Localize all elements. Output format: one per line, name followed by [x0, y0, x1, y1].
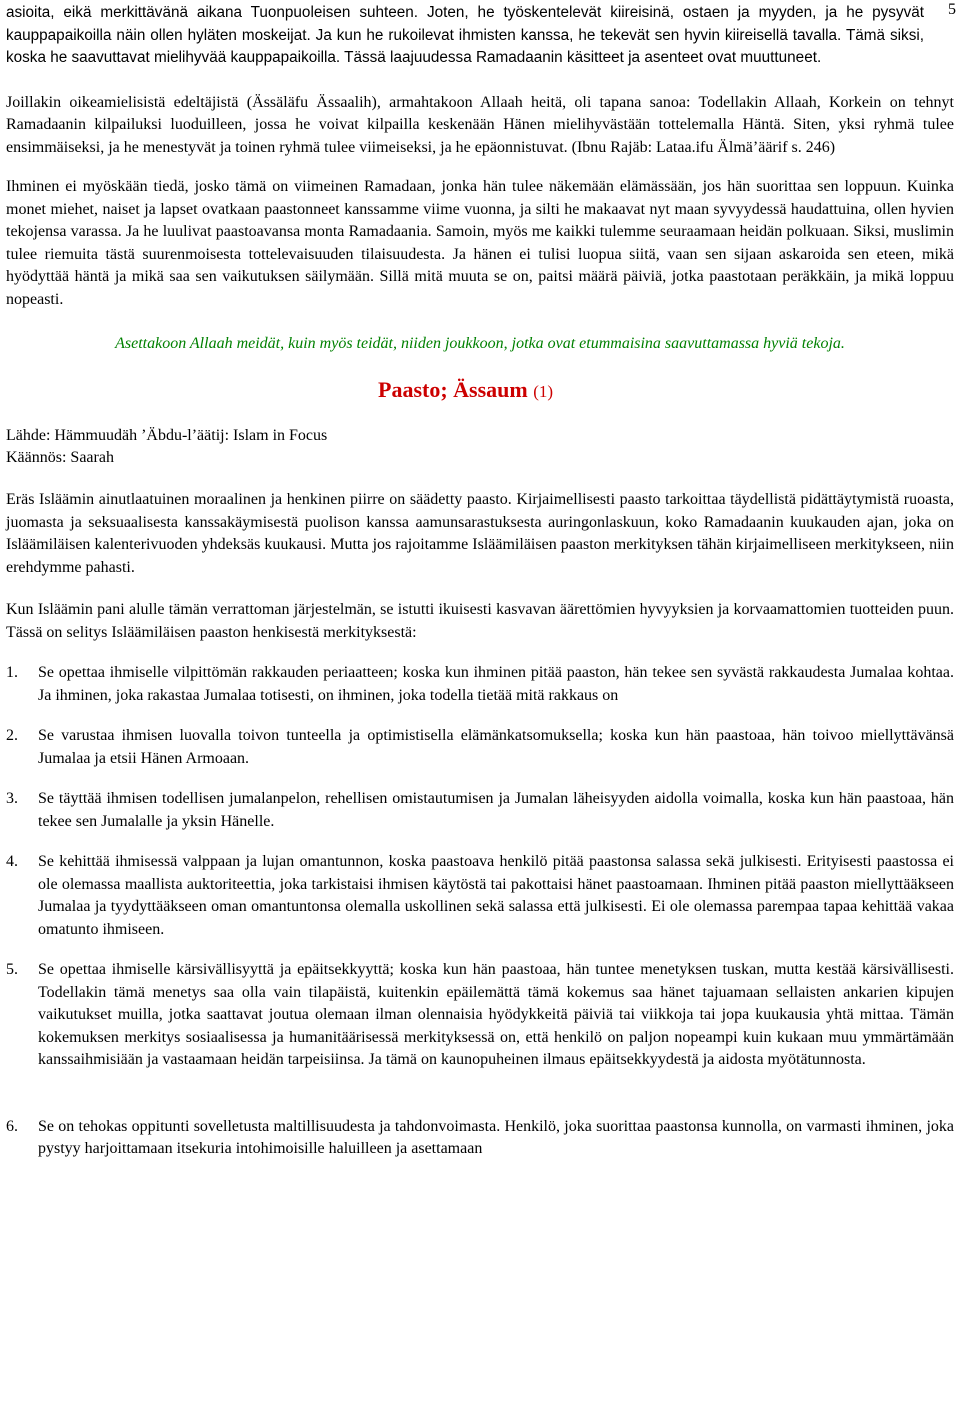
section-header — [6, 375, 954, 471]
source-line: Lähde: Hämmuudäh ’Äbdu-l’äätij: Islam in Focus — [6, 427, 328, 444]
paragraph-salaf-quote: Joillakin oikeamielisistä edeltäjistä (Ässäläfu Ässaalih), armahtakoon Allaah heitä, oli tapana sanoa: Todellakin Allaah, Korkein on tehnyt Ramadaanin kilpailuksi luoduilleen, jossa he voivat kilpailla keskenään Hänen mielihyvästään tottelemalla Häntä. Siten, yksi ryhmä tulee ensimmäiseksi, ja he menestyvät ja toinen ryhmä tulee viimeiseksi, ja he epäonnistuvat. (Ibnu Rajäb: Lataa.ifu Älmä’äärif s. 246) — [6, 93, 954, 156]
translator-line: Käännös: Saarah — [6, 449, 114, 466]
list-item-number: 1. — [6, 664, 18, 681]
paragraph-fasting-definition: Eräs Isläämin ainutlaatuinen moraalinen ja henkinen piirre on säädetty paasto. Kirjaimellisesti paasto tarkoittaa täydellistä pidättäytymistä ruoasta, juomasta ja seksuaalisesta kanssakäymisestä puolison kanssa aamunsarastuksesta auringonlaskuun, koko Ramadaanin kuukauden ajan, joka on Isläämiläisen kalenterivuoden yhdeksäs kuukausi. Mutta jos rajoitamme Isläämiläisen paaston merkityksen tähän kirjaimelliseen merkitykseen, niin erehdymme pahasti. — [6, 491, 954, 576]
list-item-text: Se kehittää ihmisessä valppaan ja lujan omantunnon, koska paastoava henkilö pitää paastonsa salassa sekä julkisesti. Erityisesti paastossa ei ole olemassa maallista auktoriteettia, joka tarkistaisi ihmisen käytöstä tai pakottaisi hänet paastoamaan. Ihminen pitää paaston miellyttääkseen Jumalaa ja tyydyttääkseen oman omantuntonsa olemalla uskollinen sekä salassa että julkisesti. Ei ole olemassa parempaa tapaa kehittää vakaa omatunto ihmiseen. — [38, 853, 954, 938]
list-item — [6, 725, 954, 770]
title-footnote: (1) — [533, 382, 554, 401]
list-item-number: 2. — [6, 727, 18, 744]
paragraph-intro-continuation: asioita, eikä merkittävänä aikana Tuonpuoleisen suhteen. Joten, he työskentelevät kiireisinä, ostaen ja myyden, ja he pysyvät kauppapaikoilla näin ollen hyläten moskeijat. Ja kun he rukoilevat ihmisten kanssa, he tekevät sen hyvin kiireisellä tavalla. Tämä siksi, koska he saavuttavat mielihyvää kauppapaikoilla. Tässä laajuudessa Ramadaanin käsitteet ja asenteet ovat muuttuneet. — [6, 4, 924, 66]
section-title: Paasto; Ässaum (1) — [378, 377, 554, 402]
list-item-text: Se täyttää ihmisen todellisen jumalanpelon, rehellisen omistautumisen ja Jumalan läheisyyden aidolla voimalla, koska kun hän paastoaa, hän tekee sen Jumalalle ja yksin Hänelle. — [38, 790, 954, 830]
page-number: 5 — [948, 1, 956, 18]
list-item — [6, 788, 954, 833]
list-item-number: 4. — [6, 853, 18, 870]
document-body — [6, 0, 954, 1161]
list-item-number: 6. — [6, 1117, 18, 1135]
list-item-text: Se varustaa ihmisen luovalla toivon tunteella ja optimistisella elämänkatsomuksella; koska kun hän paastoaa, hän toivoo miellyttävänsä Jumalaa ja etsii Hänen Armoaan. — [38, 727, 954, 767]
list-item-text: Se opettaa ihmiselle kärsivällisyyttä ja epäitsekkyyttä; koska kun hän paastoaa, hän tuntee menetyksen tuskan, mutta kestää kärsivällisesti. Todellakin tämä menetys saa olla vain tilapäistä, kuitenkin epäilemättä tämä kokemus saa hänet tajuamaan sellaisten ankarien kipujen vaikutukset muilla, jotka saattavat joutua olemaan ilman olennaisia hyödykkeitä päiviä tai viikkoja tai jopa kuukausia yhtä mittaa. Tämän kokemuksen merkitys sosiaalisessa ja humanitäärisessä merkityksessä on, että henkilö on paljon nopeampi kuin kukaan muu ymmärtämään kanssaihmisiään ja vastaamaan heidän tarpeisiinsa. Ja tämä on kaunopuheinen ilmaus epäitsekkyydestä ja aidosta myötätunnosta. — [38, 961, 954, 1068]
paragraph-last-ramadan: Ihminen ei myöskään tiedä, josko tämä on viimeinen Ramadaan, jonka hän tulee näkemään elämässään, jos hän suorittaa sen loppuun. Kuinka monet miehet, naiset ja lapset ovatkaan paastonneet kanssamme viime vuonna, ja silti he makaavat nyt maan syvyydessä haudattuina, ollen hyvien tekojensa varassa. Ja he luulivat paastoavansa monta Ramadaania. Samoin, myös me kaikki tulemme seuraamaan heidän polkuaan. Siksi, muslimin tulee riemuita tästä suurenmoisesta tottelevaisuuden tilaisuudesta. Ja hänen ei tulisi luopua siitä, vaan sen sijaan askaroida sen eteen, mikä hyödyttää häntä ja mikä saa sen vaikutuksen säilymään. Sillä mitä muuta se on, paitsi määrä päiviä, jotka paastotaan peräkkäin, ja mikä loppuu nopeasti. — [6, 178, 954, 308]
paragraph-fasting-meaning: Kun Isläämin pani alulle tämän verrattoman järjestelmän, se istutti ikuisesti kasvavan äärettömien hyvyyksien ja korvaamattomien tuotteiden puun. Tässä on selitys Isläämiläisen paaston henkisestä merkityksestä: — [6, 601, 954, 641]
benefits-list — [6, 662, 954, 1161]
list-item — [6, 959, 954, 1072]
list-item — [6, 851, 954, 941]
source-credits — [6, 425, 327, 469]
list-item-text: Se opettaa ihmiselle vilpittömän rakkauden periaatteen; koska kun ihminen pitää paaston, hän tekee sen syvästä rakkaudesta Jumalaa kohtaa. Ja ihminen, joka rakastaa Jumalaa totisesti, on ihminen, joka todella tietää mitä rakkaus on — [38, 664, 954, 704]
list-item-text: Se on tehokas oppitunti sovelletusta maltillisuudesta ja tahdonvoimasta. Henkilö, joka suorittaa paastonsa kunnolla, on varmasti ihminen, joka pystyy harjoittamaan itsekuria intohimoisille haluilleen ja asettamaan — [38, 1117, 954, 1157]
supplication-quote: Asettakoon Allaah meidät, kuin myös teidät, niiden joukkoon, jotka ovat etummaisina saavuttamassa hyviä tekoja. — [115, 335, 845, 352]
list-item-number: 3. — [6, 790, 18, 807]
list-item — [6, 1116, 954, 1161]
list-item — [6, 662, 954, 707]
list-item-number: 5. — [6, 961, 18, 978]
